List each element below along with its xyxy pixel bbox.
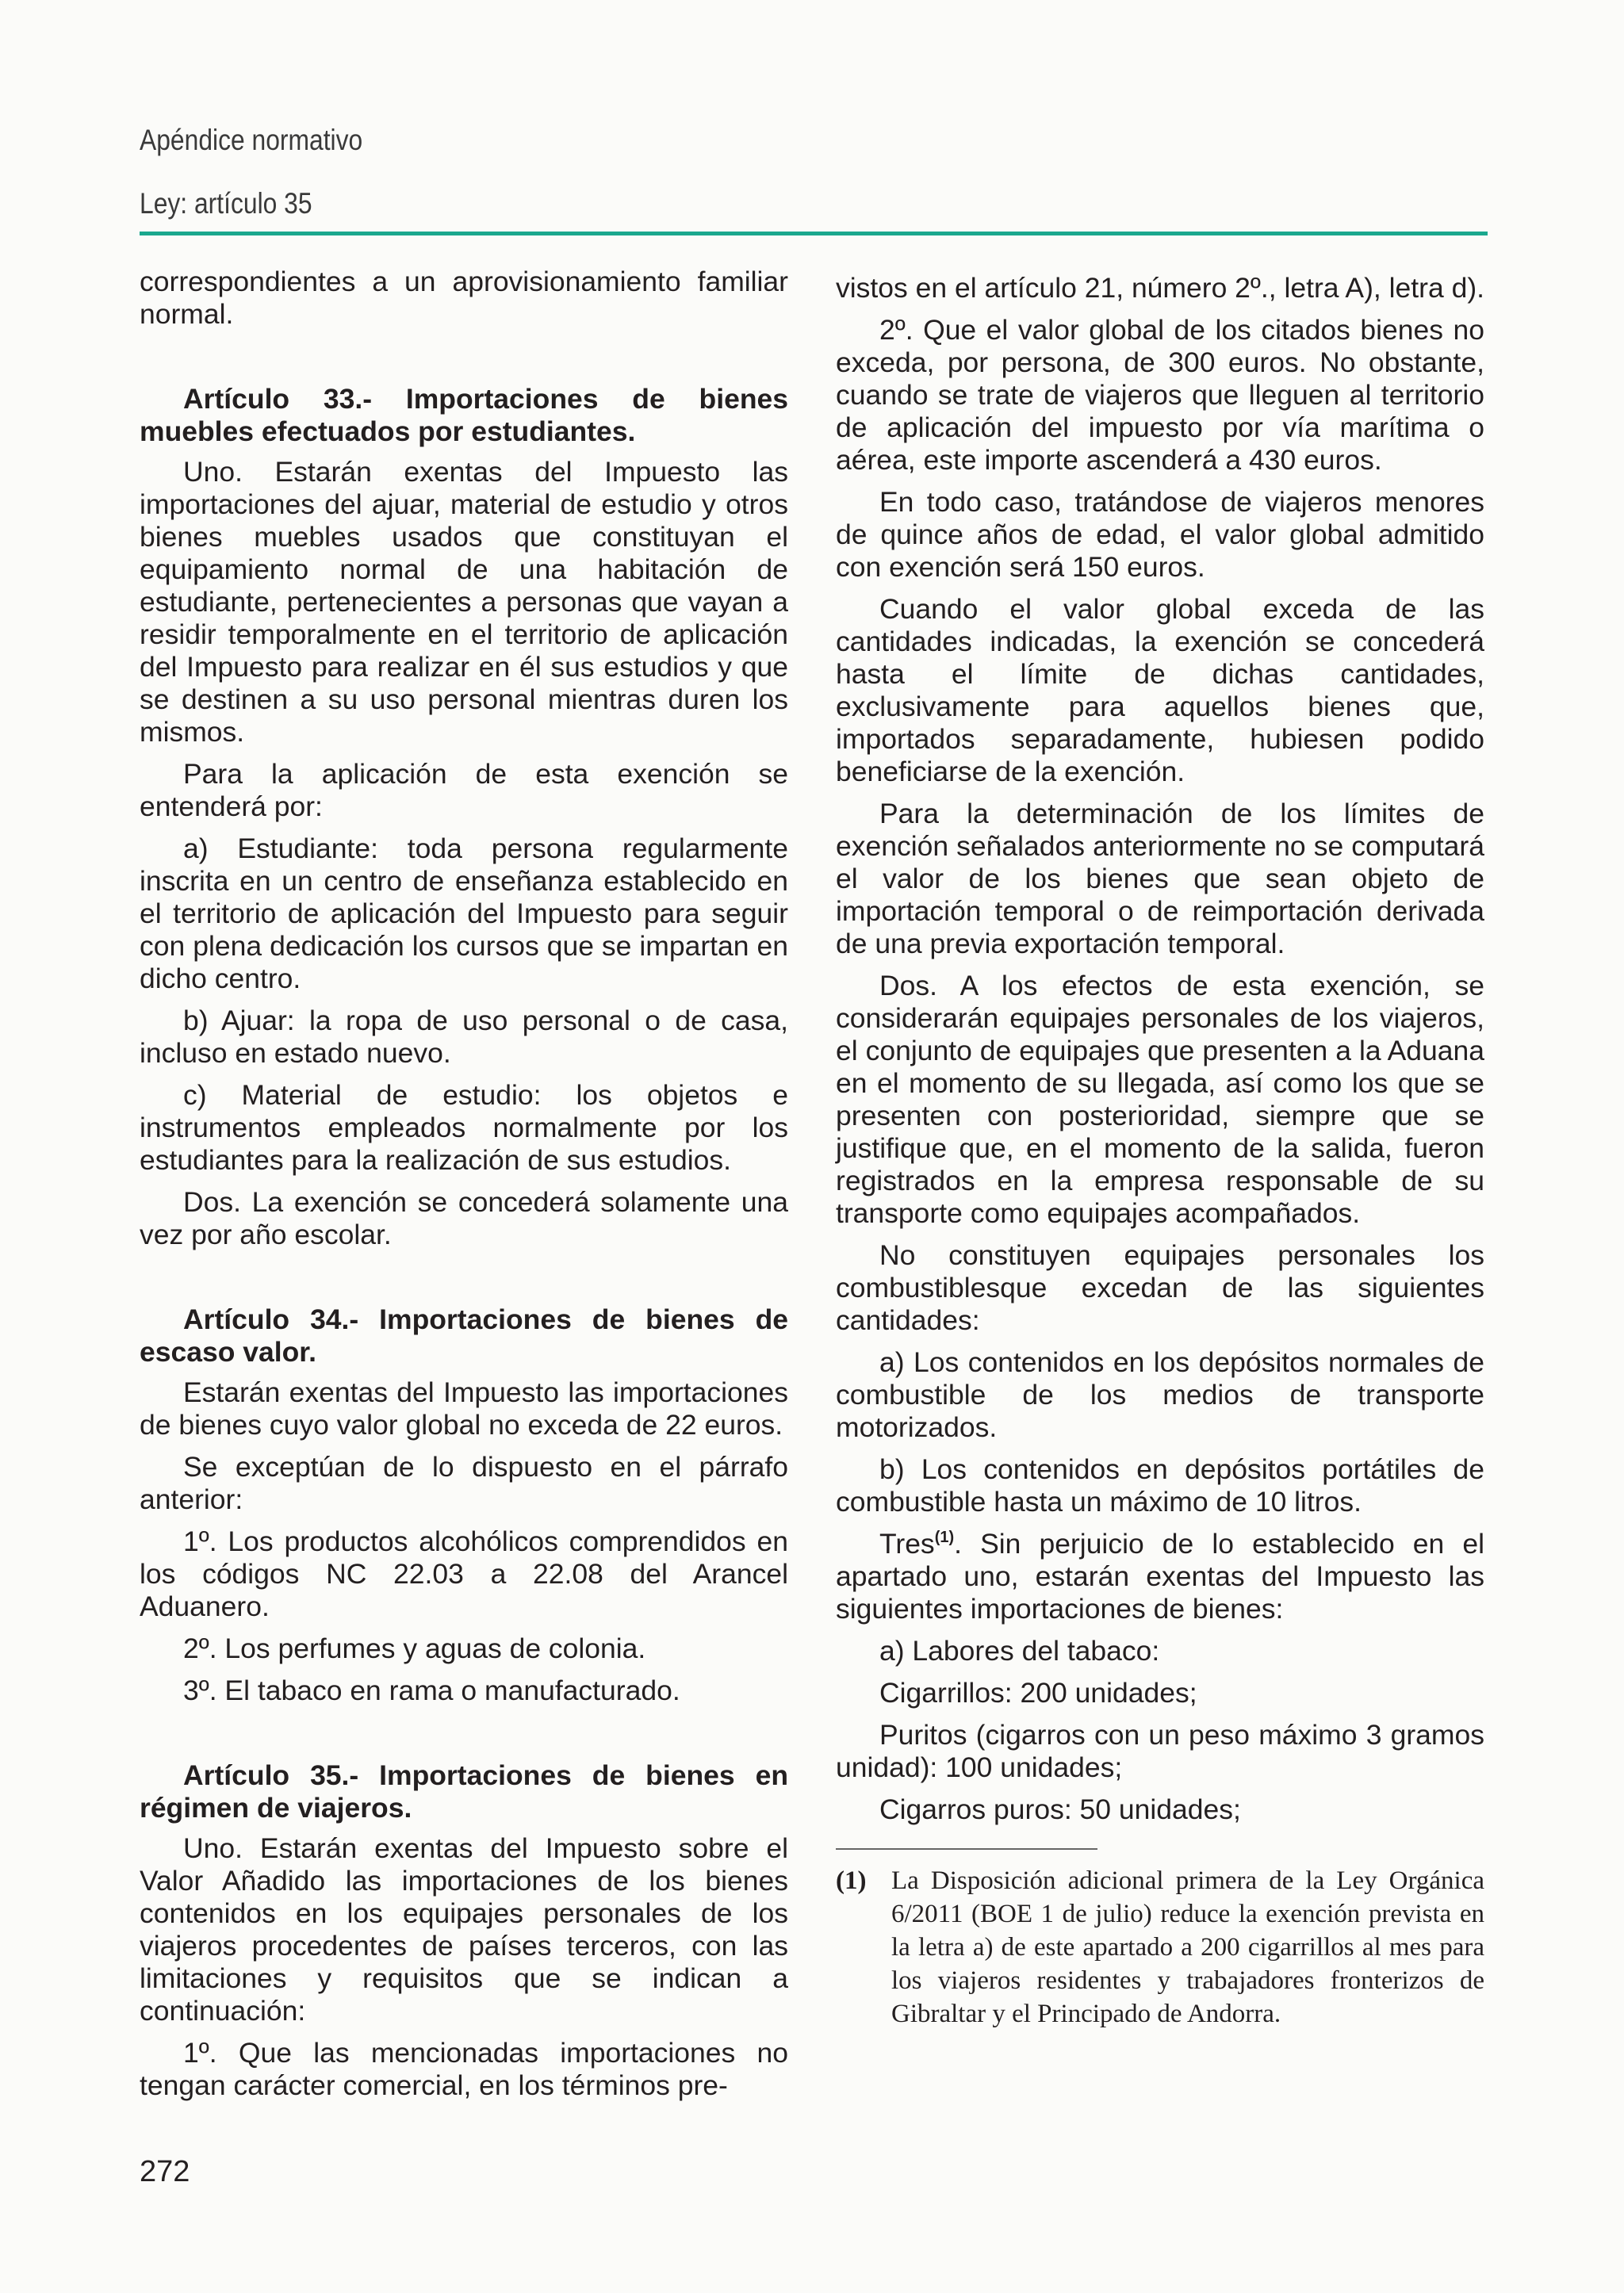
paragraph-tres [836, 1528, 1484, 1625]
paragraph: Dos. La exención se concederá solamente una vez por año escolar. [140, 1186, 788, 1250]
paragraph: Dos. A los efectos de esta exención, se considerarán equipajes personales de los viajeros, el conjunto de equipajes que presenten a la Aduana en el momento de su llegada, así como los que se presenten con posterioridad, siempre que se justifique que, en el momento de la salida, fueron registrados en la empresa responsable de su transporte como equipajes acompañados. [836, 970, 1484, 1229]
paragraph: correspondientes a un aprovisionamiento familiar normal. [140, 266, 788, 330]
paragraph: 2º. Que el valor global de los citados bienes no exceda, por persona, de 300 euros. No obstante, cuando se trate de viajeros que lleguen al territorio de aplicación del impuesto por vía marítima o aérea, este importe ascenderá a 430 euros. [836, 314, 1484, 476]
header-section: Apéndice normativo [140, 124, 363, 156]
paragraph: 2º. Los perfumes y aguas de colonia. [183, 1633, 646, 1664]
right-column [836, 272, 1484, 2031]
tres-text: . Sin perjuicio de lo establecido en el apartado uno, estarán exentas del Impuesto las siguientes importaciones de bienes: [836, 1528, 1484, 1625]
header-subsection: Ley: artículo 35 [140, 187, 312, 220]
article-35-title: Artículo 35.- Importaciones de bienes en régimen de viajeros. [140, 1759, 788, 1824]
paragraph: a) Estudiante: toda persona regularmente inscrita en un centro de enseñanza establecido en el territorio de aplicación del Impuesto para seguir con plena dedicación los cursos que se impartan en dicho centro. [140, 833, 788, 994]
paragraph: b) Los contenidos en depósitos portátiles de combustible hasta un máximo de 10 litros. [836, 1453, 1484, 1518]
paragraph: No constituyen equipajes personales los combustiblesque excedan de las siguientes cantidades: [836, 1239, 1484, 1336]
paragraph: 1º. Que las mencionadas importaciones no tengan carácter comercial, en los términos pre- [140, 2037, 788, 2101]
footnote-mark: (1) [836, 1866, 867, 1895]
paragraph: Estarán exentas del Impuesto las importaciones de bienes cuyo valor global no exceda de 22 euros. [140, 1376, 788, 1441]
paragraph: En todo caso, tratándose de viajeros menores de quince años de edad, el valor global admitido con exención será 150 euros. [836, 486, 1484, 583]
left-column [140, 266, 788, 2111]
paragraph: vistos en el artículo 21, número 2º., letra A), letra d). [836, 272, 1485, 304]
paragraph: 1º. Los productos alcohólicos comprendidos en los códigos NC 22.03 a 22.08 del Arancel Aduanero. [140, 1525, 788, 1622]
footnote-rule [836, 1848, 1097, 1850]
paragraph: Puritos (cigarros con un peso máximo 3 gramos unidad): 100 unidades; [836, 1719, 1484, 1783]
paragraph: Uno. Estarán exentas del Impuesto sobre el Valor Añadido las importaciones de los bienes contenidos en los equipajes personales de los viajeros procedentes de países terceros, con las limitaciones y requisitos que se indican a continuación: [140, 1832, 788, 2027]
paragraph: Se exceptúan de lo dispuesto en el párrafo anterior: [140, 1451, 788, 1515]
paragraph: a) Labores del tabaco: [879, 1635, 1160, 1667]
paragraph: Para la aplicación de esta exención se entenderá por: [140, 758, 788, 822]
paragraph: Para la determinación de los límites de exención señalados anteriormente no se computará el valor de los bienes que sean objeto de importación temporal o de reimportación derivada de una previa exportación temporal. [836, 798, 1484, 959]
paragraph: a) Los contenidos en los depósitos normales de combustible de los medios de transporte motorizados. [836, 1346, 1484, 1443]
tres-label: Tres [879, 1528, 935, 1560]
paragraph: 3º. El tabaco en rama o manufacturado. [183, 1675, 680, 1706]
paragraph: Cigarros puros: 50 unidades; [879, 1793, 1241, 1825]
footnote [836, 1864, 1484, 2031]
footnote-ref[interactable]: (1) [934, 1529, 955, 1546]
paragraph: Cigarrillos: 200 unidades; [879, 1677, 1197, 1709]
header-rule [140, 232, 1488, 235]
paragraph: b) Ajuar: la ropa de uso personal o de casa, incluso en estado nuevo. [140, 1005, 788, 1069]
footnote-text: La Disposición adicional primera de la Ley Orgánica 6/2011 (BOE 1 de julio) reduce la exención prevista en la letra a) de este apartado a 200 cigarrillos al mes para los viajeros residentes y trabajadores fronterizos de Gibraltar y el Principado de Andorra. [891, 1866, 1484, 2028]
page-number: 272 [140, 2155, 190, 2188]
article-34-title: Artículo 34.- Importaciones de bienes de escaso valor. [140, 1303, 788, 1368]
article-33-title: Artículo 33.- Importaciones de bienes muebles efectuados por estudiantes. [140, 383, 788, 447]
paragraph: Uno. Estarán exentas del Impuesto las importaciones del ajuar, material de estudio y otros bienes muebles usados que constituyan el equipamiento normal de una habitación de estudiante, pertenecientes a personas que vayan a residir temporalmente en el territorio de aplicación del Impuesto para realizar en él sus estudios y que se destinen a su uso personal mientras duren los mismos. [140, 456, 788, 748]
paragraph: c) Material de estudio: los objetos e instrumentos empleados normalmente por los estudiantes para la realización de sus estudios. [140, 1079, 788, 1176]
paragraph: Cuando el valor global exceda de las cantidades indicadas, la exención se concederá hasta el límite de dichas cantidades, exclusivamente para aquellos bienes que, importados separadamente, hubiesen podido beneficiarse de la exención. [836, 593, 1484, 787]
